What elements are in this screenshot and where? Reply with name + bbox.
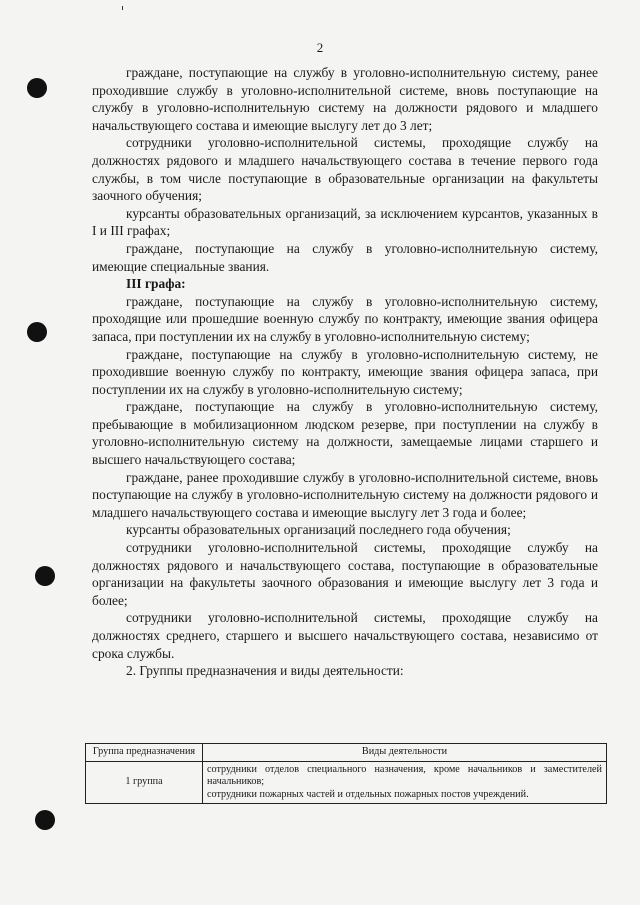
- paragraph: граждане, поступающие на службу в уголовно-исполнительную систему, ранее проходившие службу в уголовно-исполнительной системе, вновь поступающие на службу в уголовно-исполнительную систему на должности рядового и младшего начальствующего состава и имеющие выслугу лет до 3 лет;: [92, 65, 598, 133]
- paragraph: граждане, поступающие на службу в уголовно-исполнительную систему, имеющие специальные звания.: [92, 240, 598, 274]
- paragraph: курсанты образовательных организаций, за исключением курсантов, указанных в I и III графах;: [92, 205, 598, 239]
- table-header-row: [86, 744, 607, 762]
- punch-hole: [35, 810, 55, 830]
- cell-activities: [203, 761, 607, 804]
- page-number: 2: [316, 40, 324, 55]
- paragraph: граждане, поступающие на службу в уголовно-исполнительную систему, проходящие или прошедшие военную службу по контракту, имеющие звания офицера запаса, при поступлении их на службу в уголовно-исполнительную систему;: [92, 293, 598, 344]
- header-activities: Виды деятельности: [203, 744, 607, 762]
- document-body: [92, 64, 598, 680]
- activity-item: сотрудники отделов специального назначения, кроме начальников и заместителей начальников;: [207, 763, 602, 787]
- punch-hole: [35, 566, 55, 586]
- paragraph: граждане, поступающие на службу в уголовно-исполнительную систему, не проходившие военную службу по контракту, имеющие звания офицера запаса, при поступлении их на службу в уголовно-исполнительную систему;: [92, 346, 598, 397]
- paragraph: сотрудники уголовно-исполнительной системы, проходящие службу на должностях рядового и младшего начальствующего состава в течение первого года службы, в том числе поступающие в образовательные организации на факультеты заочного обучения;: [92, 135, 598, 204]
- paragraph: курсанты образовательных организаций последнего года обучения;: [126, 522, 511, 538]
- paragraph: сотрудники уголовно-исполнительной системы, проходящие службу на должностях рядового и начальствующего состава, поступающие в образовательные организации на факультеты заочного образования и имеющие выслугу лет 3 года и более;: [92, 540, 598, 608]
- table-row: [86, 761, 607, 804]
- activity-item: сотрудники пожарных частей и отдельных пожарных постов учреждений.: [207, 788, 529, 800]
- paragraph: сотрудники уголовно-исполнительной системы, проходящие службу на должностях среднего, старшего и высшего начальствующего состава, независимо от срока службы.: [92, 610, 598, 661]
- cell-group: 1 группа: [86, 761, 203, 804]
- paragraph: граждане, поступающие на службу в уголовно-исполнительную систему, пребывающие в мобилизационном людском резерве, при поступлении на службу в уголовно-исполнительную систему на должности, замещаемые лицами старшего и высшего начальствующего состава;: [92, 399, 598, 468]
- section-heading: III графа:: [126, 276, 186, 292]
- groups-table: [85, 743, 607, 804]
- header-group: Группа предназначения: [86, 744, 203, 762]
- table-intro: 2. Группы предназначения и виды деятельности:: [126, 663, 404, 679]
- scan-speck: [122, 6, 123, 10]
- punch-hole: [27, 322, 47, 342]
- paragraph: граждане, ранее проходившие службу в уголовно-исполнительной системе, вновь поступающие на службу в уголовно-исполнительную систему на должности рядового и младшего начальствующего состава и имеющие выслугу лет 3 года и более;: [92, 469, 598, 520]
- punch-hole: [27, 78, 47, 98]
